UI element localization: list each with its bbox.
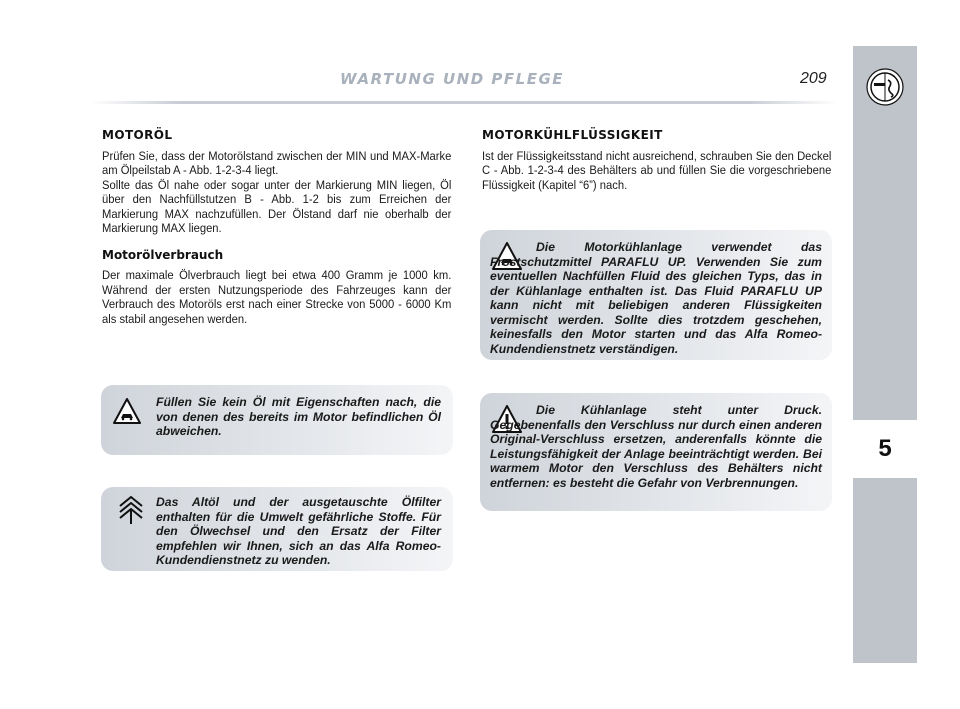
notice-coolant [480,230,832,360]
notice-pressure-text: Die Kühlanlage steht unter Druck. Gegebenenfalls den Verschluss nur durch einen anderen Original-Verschluss ersetzen, anderenfalls könnte die Leistungsfähigkeit der Anlage beeinträchtigt werden. Bei warmem Motor den Verschluss des Behälters nicht entfernen: es besteht die Gefahr von Verbrennungen. [490,403,822,490]
subheading-oil-consumption: Motorölverbrauch [102,247,224,262]
right-column [482,128,832,192]
alfa-romeo-logo-icon [866,68,904,106]
warning-car-icon [113,398,141,424]
section-heading-coolant: MOTORKÜHLFLÜSSIGKEIT [482,128,663,142]
paragraph-oil-level: Prüfen Sie, dass der Motorölstand zwischen der MIN und MAX-Marke am Ölpeilstab A - Abb. 1-2-3-4 liegt. [102,148,452,177]
notice-environment-text: Das Altöl und der ausgetauschte Ölfilter enthalten für die Umwelt gefährliche Stoffe. Für den Ölwechsel und den Ersatz der Filter empfehlen wir Ihnen, sich an das Alfa Romeo-Kundendienstnetz zu wenden. [156,495,441,567]
section-heading-motoroel: MOTORÖL [102,128,173,142]
page-number: 209 [800,70,827,87]
paragraph-coolant-refill: Ist der Flüssigkeitsstand nicht ausreichend, schrauben Sie den Deckel C - Abb. 1-2-3-4 des Behälters ab und füllen Sie die vorgeschriebene Flüssigkeit (Kapitel “6”) nach. [482,148,832,192]
notice-pressure [480,393,832,511]
notice-oil-warning [101,385,453,455]
page-header-title: WARTUNG UND PFLEGE [340,70,565,88]
left-column [102,128,452,326]
notice-oil-text: Füllen Sie kein Öl mit Eigenschaften nach, die von denen des bereits im Motor befindlichen Öl abweichen. [156,395,441,438]
notice-coolant-text: Die Motorkühlanlage verwendet das Frostschutzmittel PARAFLU UP. Verwenden Sie zum eventuellen Nachfüllen Fluid des gleichen Typs, das in der Kühlanlage enthalten ist. Das Fluid PARAFLU UP kann nicht mit beliebigen anderen Flüssigkeiten vermischt werden. Sollte dies trotzdem geschehen, keinesfalls den Motor starten und das Alfa Romeo-Kundendienstnetz verständigen. [490,240,822,356]
paragraph-oil-refill: Sollte das Öl nahe oder sogar unter der Markierung MIN liegen, Öl über den Nachfüllstutzen B - Abb. 1-2 bis zum Erreichen der Markierung MAX nachzufüllen. Der Ölstand darf nie oberhalb der Markierung MAX liegen. [102,177,452,235]
chapter-side-tab [853,46,917,663]
notice-environment [101,487,453,571]
chapter-number-box [853,420,917,478]
paragraph-oil-consumption: Der maximale Ölverbrauch liegt bei etwa 400 Gramm je 1000 km. Während der ersten Nutzungsperiode des Fahrzeuges kann der Verbrauch des Motoröls erst nach einer Strecke von 5000 - 6000 Km als stabil angesehen werden. [102,268,452,326]
header-divider [90,101,838,104]
chapter-number: 5 [878,435,892,462]
environment-icon [117,495,145,525]
